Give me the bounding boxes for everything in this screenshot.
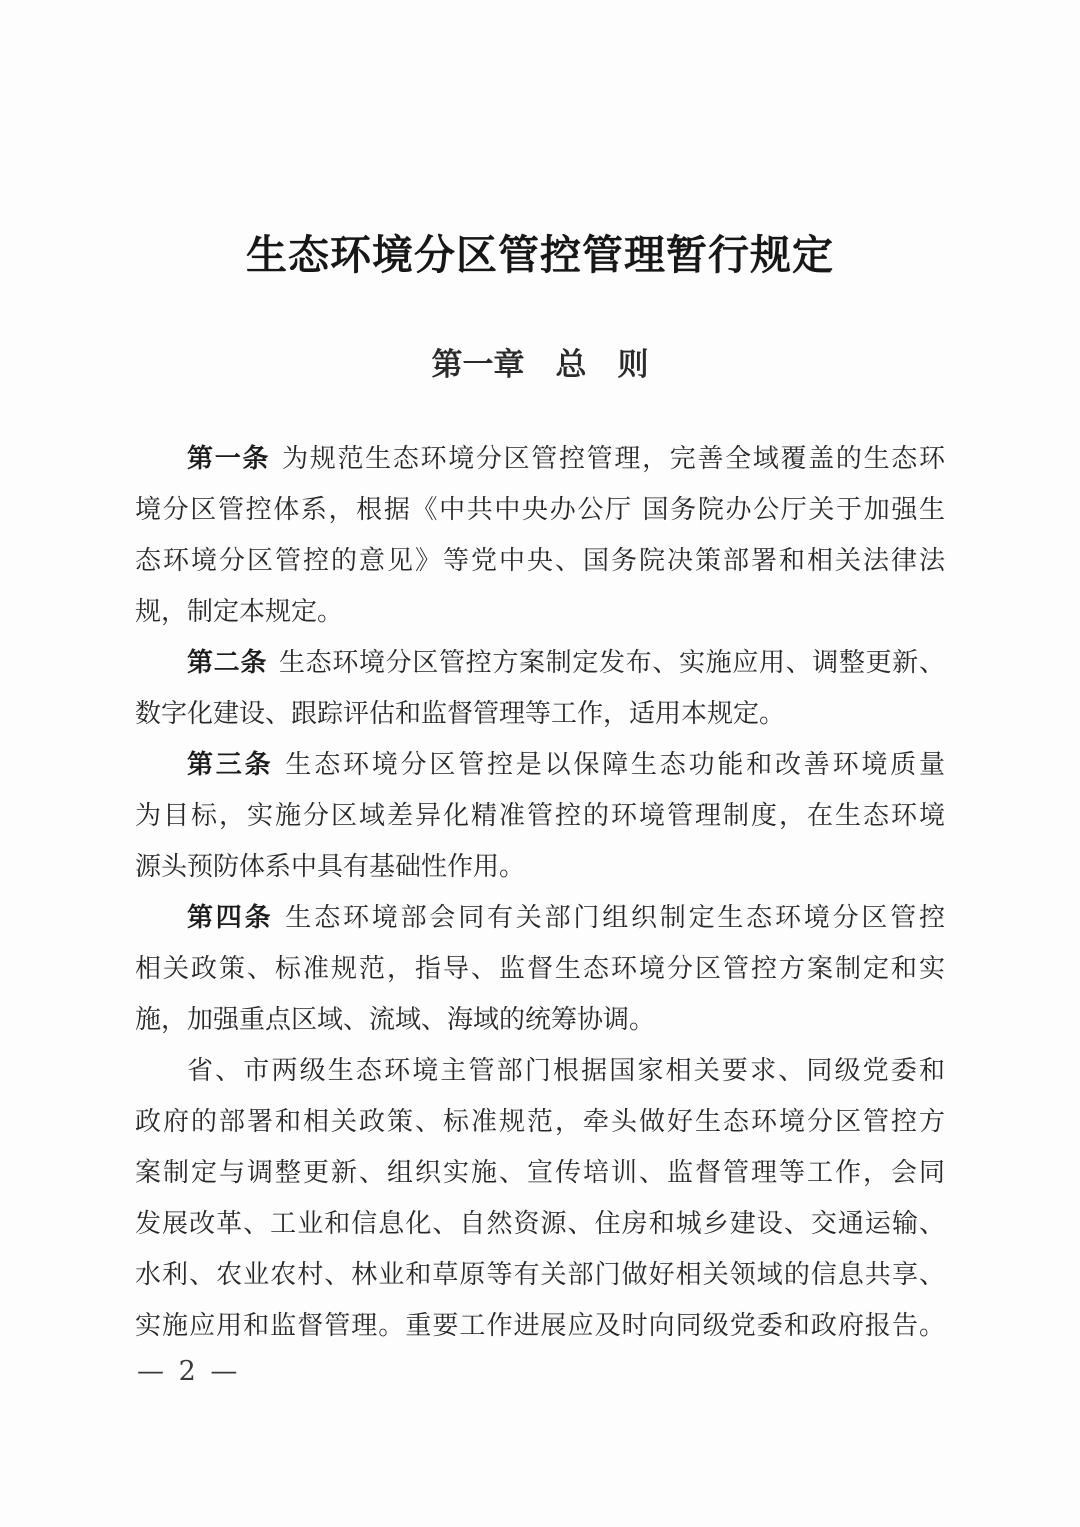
body-line: 相关政策、标准规范，指导、监督生态环境分区管控方案制定和实 [135, 954, 945, 984]
body-line: 案制定与调整更新、组织实施、宣传培训、监督管理等工作，会同 [135, 1158, 945, 1188]
page-number: — 2 — [137, 1356, 241, 1387]
body-line: 态环境分区管控的意见》等党中央、国务院决策部署和相关法律法 [135, 546, 945, 576]
body-line: 省、市两级生态环境主管部门根据国家相关要求、同级党委和 [187, 1056, 945, 1086]
body-line: 施，加强重点区域、流域、海域的统筹协调。 [135, 1005, 656, 1035]
body-line: 为目标，实施分区域差异化精准管控的环境管理制度，在生态环境 [135, 801, 945, 831]
document-body [135, 434, 945, 1352]
body-line: 数字化建设、跟踪评估和监督管理等工作，适用本规定。 [135, 699, 786, 729]
article-number-label: 第二条 [187, 648, 267, 678]
body-line: 实施应用和监督管理。重要工作进展应及时向同级党委和政府报告。 [135, 1311, 945, 1341]
body-line: 第二条 生态环境分区管控方案制定发布、实施应用、调整更新、 [187, 648, 945, 678]
article-number-label: 第一条 [187, 444, 271, 474]
body-line: 第一条 为规范生态环境分区管控管理，完善全域覆盖的生态环 [187, 444, 945, 474]
body-line: 境分区管控体系，根据《中共中央办公厅 国务院办公厅关于加强生 [135, 495, 945, 525]
body-line: 第三条 生态环境分区管控是以保障生态功能和改善环境质量 [187, 750, 945, 780]
body-line: 政府的部署和相关政策、标准规范，牵头做好生态环境分区管控方 [135, 1107, 945, 1137]
body-line: 水利、农业农村、林业和草原等有关部门做好相关领域的信息共享、 [135, 1260, 945, 1290]
body-line: 第四条 生态环境部会同有关部门组织制定生态环境分区管控 [187, 903, 945, 933]
chapter-heading: 第一章 总 则 [431, 347, 649, 383]
document-title: 生态环境分区管控管理暂行规定 [246, 231, 834, 279]
body-line: 规，制定本规定。 [135, 597, 344, 627]
article-number-label: 第四条 [187, 903, 274, 933]
body-line: 源头预防体系中具有基础性作用。 [135, 852, 526, 882]
body-line: 发展改革、工业和信息化、自然资源、住房和城乡建设、交通运输、 [135, 1209, 945, 1239]
article-number-label: 第三条 [187, 750, 274, 780]
document-content [135, 0, 945, 1352]
